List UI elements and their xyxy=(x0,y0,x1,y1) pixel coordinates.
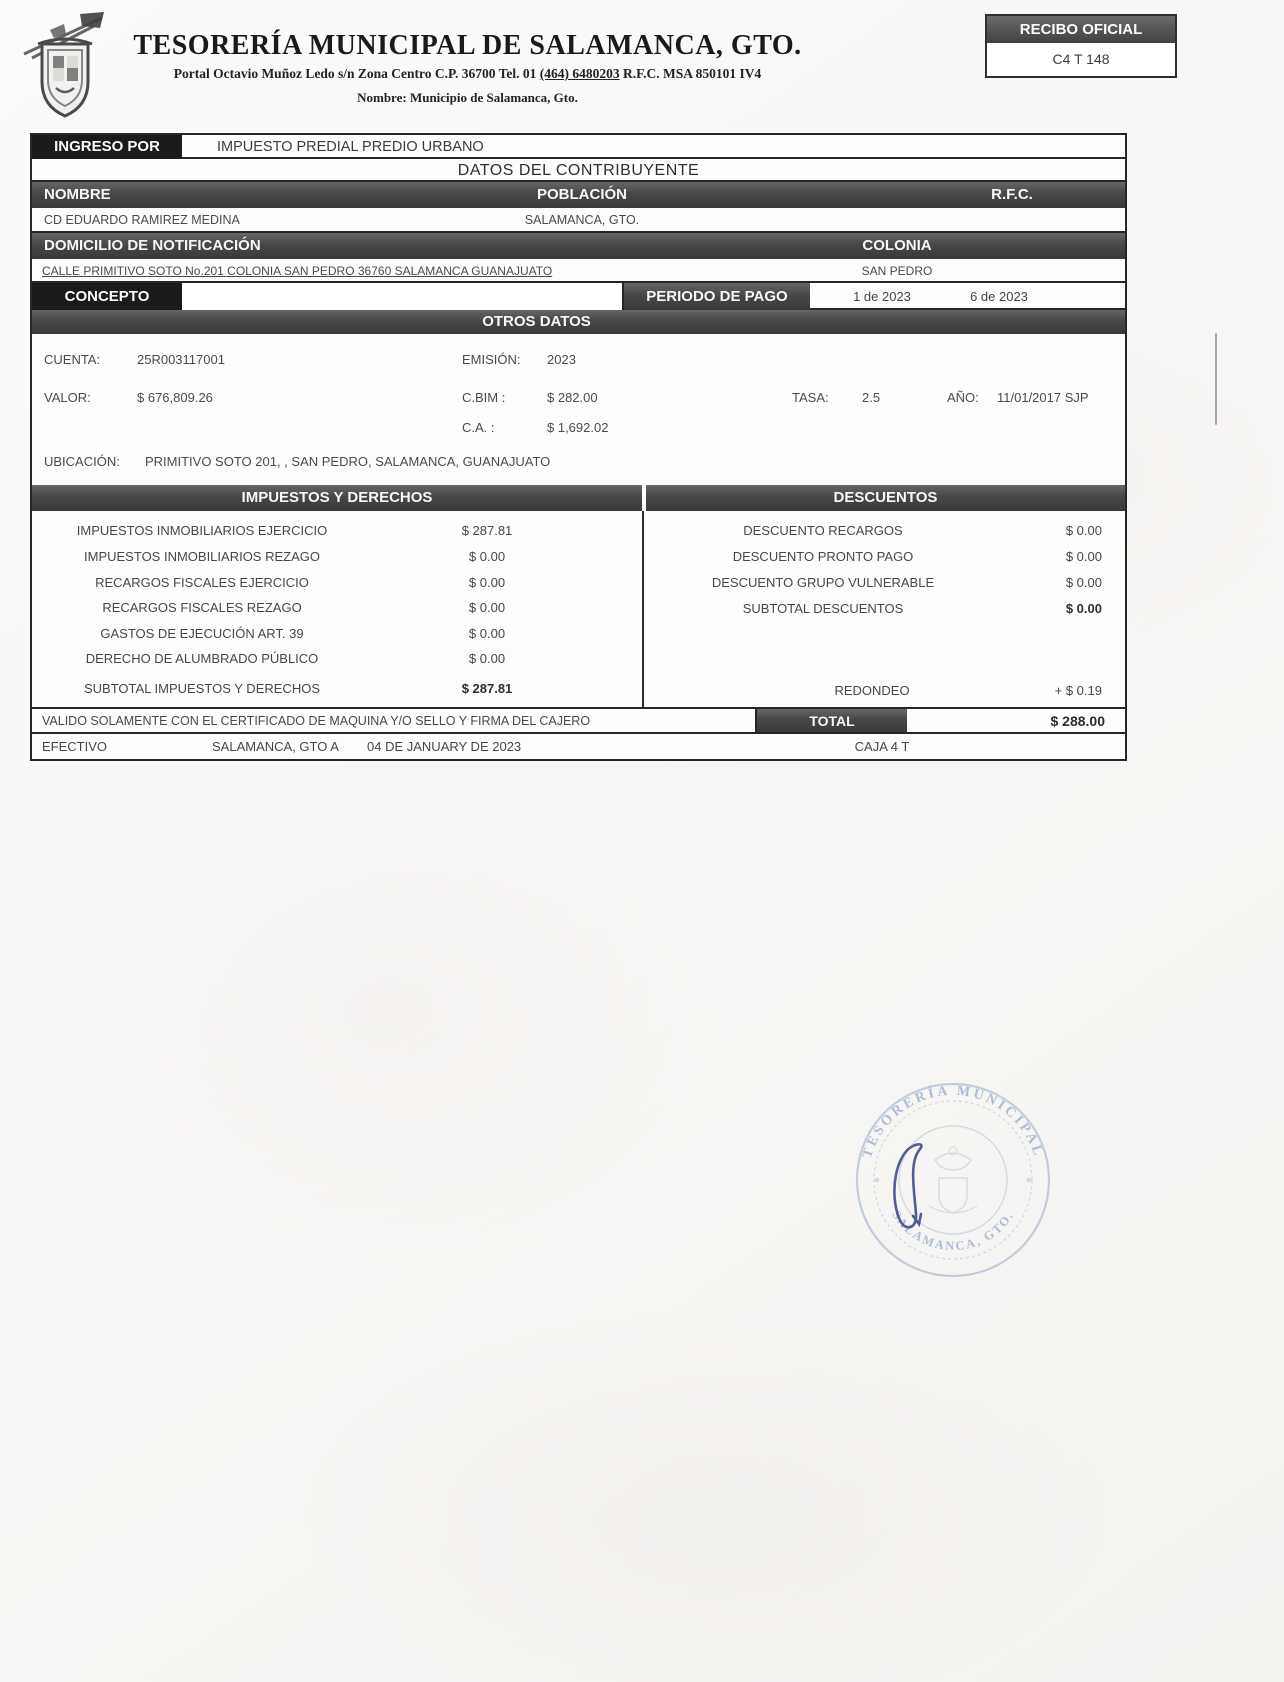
discount-row-value: $ 0.00 xyxy=(1065,549,1102,564)
ingreso-por-row xyxy=(32,135,1125,159)
tasa-value: 2.5 xyxy=(862,390,881,405)
receipt-form xyxy=(30,133,1127,761)
anio-label: AÑO: xyxy=(947,390,979,405)
charge-row-label: GASTOS DE EJECUCIÓN ART. 39 xyxy=(100,626,304,641)
rfc-label: R.F.C. xyxy=(991,186,1033,203)
municipality-name-line: Nombre: Municipio de Salamanca, Gto. xyxy=(357,90,578,105)
charge-row-value: $ 0.00 xyxy=(468,575,506,590)
contribuyente-header-bar xyxy=(32,182,1125,208)
seal-arc-top-text: TESORERÍA MUNICIPAL xyxy=(860,1083,1046,1161)
periodo-fin: 6 de 2023 xyxy=(970,289,1028,304)
ca-label: C.A. : xyxy=(462,420,495,435)
column-divider xyxy=(642,511,644,707)
nombre-value: CD EDUARDO RAMIREZ MEDINA xyxy=(44,213,240,227)
valor-value: $ 676,809.26 xyxy=(137,390,213,405)
periodo-de-pago-label: PERIODO DE PAGO xyxy=(624,283,810,310)
seal-arc-bottom-text: SALAMANCA, GTO. xyxy=(889,1208,1017,1254)
seal-emblem xyxy=(875,1147,1032,1213)
charge-row-value: $ 0.00 xyxy=(468,626,506,641)
place: SALAMANCA, GTO A xyxy=(212,739,339,754)
discounts-subtotal-value: $ 0.00 xyxy=(1065,601,1102,616)
official-seal xyxy=(843,1056,1061,1298)
address-prefix: Portal Octavio Muñoz Ledo s/n Zona Centro C.P. 36700 Tel. 01 xyxy=(173,66,537,81)
periodo-inicio: 1 de 2023 xyxy=(853,289,911,304)
colonia-label: COLONIA xyxy=(862,237,932,254)
address-line xyxy=(110,66,825,82)
total-label: TOTAL xyxy=(757,709,907,732)
charge-row-value: $ 0.00 xyxy=(468,651,506,666)
domicilio-values-row xyxy=(32,259,1125,283)
valor-label: VALOR: xyxy=(44,390,91,405)
concepto-label: CONCEPTO xyxy=(32,283,182,310)
total-row xyxy=(32,707,1125,734)
colonia-value: SAN PEDRO xyxy=(861,264,933,278)
discount-row-label: DESCUENTO GRUPO VULNERABLE xyxy=(711,575,935,590)
footer-row xyxy=(32,734,1125,759)
charge-row-label: IMPUESTOS INMOBILIARIOS REZAGO xyxy=(84,549,320,564)
otros-datos-title: OTROS DATOS xyxy=(32,310,1125,334)
poblacion-label: POBLACIÓN xyxy=(537,186,627,203)
charge-row-label: DERECHO DE ALUMBRADO PÚBLICO xyxy=(85,651,319,666)
discounts-subtotal-label: SUBTOTAL DESCUENTOS xyxy=(742,601,904,616)
phone-number: (464) 6480203 xyxy=(539,66,620,81)
impuestos-section-title: IMPUESTOS Y DERECHOS xyxy=(32,485,642,511)
ubicacion-value: PRIMITIVO SOTO 201, , SAN PEDRO, SALAMANCA, GUANAJUATO xyxy=(145,454,551,469)
cuenta-value: 25R003117001 xyxy=(137,352,225,367)
datos-contribuyente-title: DATOS DEL CONTRIBUYENTE xyxy=(32,159,1125,182)
cuenta-label: CUENTA: xyxy=(44,352,101,367)
section-headers-row xyxy=(32,485,1125,511)
coat-of-arms-logo xyxy=(20,10,110,126)
descuentos-section-title: DESCUENTOS xyxy=(646,485,1125,511)
svg-text:SALAMANCA, GTO. xyxy=(889,1208,1016,1253)
charge-row-label: RECARGOS FISCALES EJERCICIO xyxy=(95,575,309,590)
otros-datos-body xyxy=(32,334,1125,485)
tasa-label: TASA: xyxy=(792,390,829,405)
concepto-value-empty xyxy=(182,283,624,310)
ingreso-por-value: IMPUESTO PREDIAL PREDIO URBANO xyxy=(217,139,484,155)
svg-text:TESORERÍA MUNICIPAL xyxy=(860,1084,1046,1160)
charge-row-value: $ 0.00 xyxy=(468,600,506,615)
cbim-value: $ 282.00 xyxy=(547,390,598,405)
charge-row-label: RECARGOS FISCALES REZAGO xyxy=(102,600,302,615)
discount-row-value: $ 0.00 xyxy=(1065,575,1102,590)
ca-value: $ 1,692.02 xyxy=(547,420,609,435)
payment-method: EFECTIVO xyxy=(42,739,108,754)
anio-value: 11/01/2017 SJP xyxy=(997,390,1089,405)
ingreso-por-label: INGRESO POR xyxy=(32,135,182,159)
official-receipt-box xyxy=(985,14,1177,78)
domicilio-label: DOMICILIO DE NOTIFICACIÓN xyxy=(44,237,261,254)
nombre-label: NOMBRE xyxy=(44,186,111,203)
contribuyente-values-row xyxy=(32,208,1125,233)
total-value: $ 288.00 xyxy=(1050,713,1105,729)
cashbox: CAJA 4 T xyxy=(854,739,910,754)
discount-row-value: $ 0.00 xyxy=(1065,523,1102,538)
domicilio-value: CALLE PRIMITIVO SOTO No.201 COLONIA SAN PEDRO 36760 SALAMANCA GUANAJUATO xyxy=(42,264,553,278)
pen-mark xyxy=(894,1144,921,1227)
charges-subtotal-label: SUBTOTAL IMPUESTOS Y DERECHOS xyxy=(84,681,320,696)
concepto-row xyxy=(32,283,1125,310)
discount-row-label: DESCUENTO RECARGOS xyxy=(743,523,903,538)
page-title: TESORERÍA MUNICIPAL DE SALAMANCA, GTO. xyxy=(133,30,802,61)
receipt-folio: C4 T 148 xyxy=(1052,51,1110,67)
scan-artifact-line xyxy=(1215,333,1217,425)
charge-row-value: $ 0.00 xyxy=(468,549,506,564)
poblacion-value: SALAMANCA, GTO. xyxy=(524,213,640,227)
charge-row-value: $ 287.81 xyxy=(461,523,513,538)
domicilio-header-bar xyxy=(32,233,1125,259)
charges-discounts-table xyxy=(32,511,1125,707)
redondeo-value: + $ 0.19 xyxy=(1054,683,1102,698)
emision-value: 2023 xyxy=(547,352,576,367)
address-suffix: R.F.C. MSA 850101 IV4 xyxy=(623,66,762,81)
cbim-label: C.BIM : xyxy=(462,390,506,405)
charges-subtotal-value: $ 287.81 xyxy=(461,681,513,696)
emision-label: EMISIÓN: xyxy=(462,352,521,367)
charge-row-label: IMPUESTOS INMOBILIARIOS EJERCICIO xyxy=(76,523,328,538)
ubicacion-label: UBICACIÓN: xyxy=(44,454,120,469)
date: 04 DE JANUARY DE 2023 xyxy=(367,739,522,754)
discount-row-label: DESCUENTO PRONTO PAGO xyxy=(732,549,914,564)
validity-note: VALIDO SOLAMENTE CON EL CERTIFICADO DE MAQUINA Y/O SELLO Y FIRMA DEL CAJERO xyxy=(32,709,757,732)
receipt-box-title: RECIBO OFICIAL xyxy=(987,16,1175,43)
redondeo-label: REDONDEO xyxy=(834,683,910,698)
